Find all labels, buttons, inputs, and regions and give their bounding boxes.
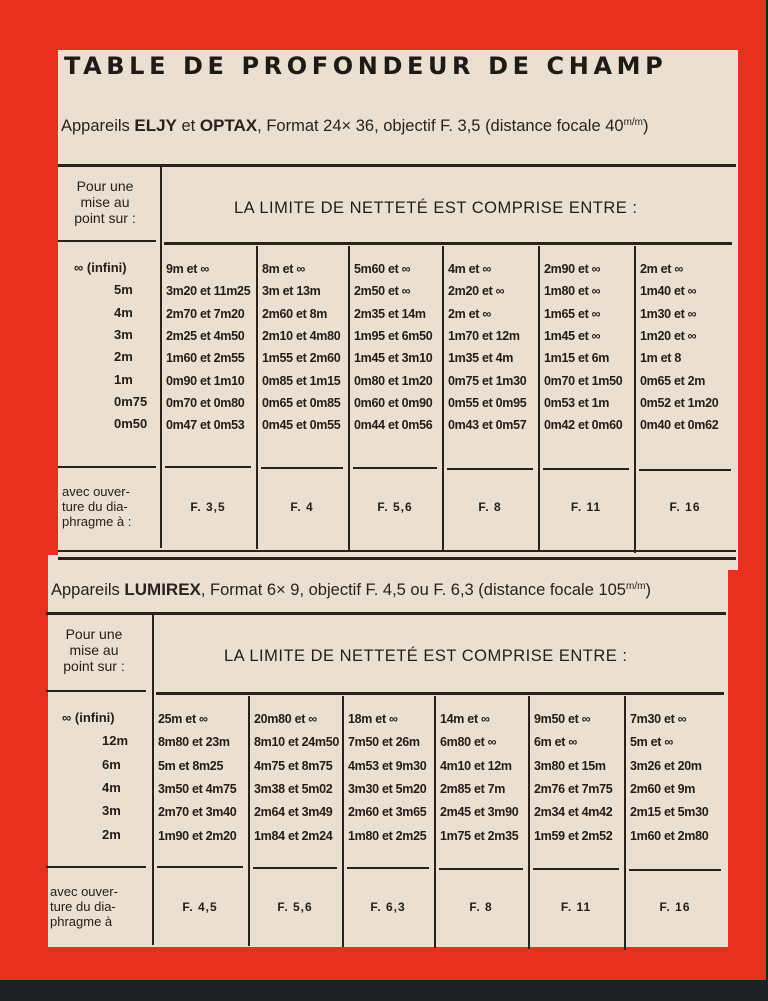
depth-of-field-cell: 1m40 et ∞ <box>640 284 697 299</box>
aperture-label-line: phragme à <box>50 914 113 929</box>
focus-distance-label: 12m <box>102 733 129 749</box>
depth-of-field-cell: 5m et ∞ <box>630 735 673 750</box>
rule-main-header <box>164 242 732 245</box>
rule-footer-col <box>533 868 619 870</box>
depth-of-field-cell: 7m50 et 26m <box>348 735 420 750</box>
depth-of-field-cell: 0m42 et 0m60 <box>544 418 623 433</box>
depth-of-field-cell: 0m70 et 1m50 <box>544 373 623 388</box>
depth-of-field-cell: 2m25 et 4m50 <box>166 328 245 343</box>
focus-distance-label: 2m <box>102 826 121 842</box>
depth-of-field-cell: 0m40 et 0m62 <box>640 418 719 433</box>
depth-of-field-cell: 2m et ∞ <box>448 306 491 321</box>
focus-column-header <box>46 626 142 674</box>
depth-of-field-cell: 3m30 et 5m20 <box>348 781 427 796</box>
depth-of-field-cell: 3m50 et 4m75 <box>158 781 237 796</box>
depth-of-field-cell: 1m70 et 12m <box>448 328 520 343</box>
focus-header-line: mise au <box>69 642 119 658</box>
section-1-subtitle: Appareils ELJY et OPTAX, Format 24× 36, objectif F. 3,5 (distance focale $40^{m/m}$) <box>61 116 649 135</box>
depth-of-field-cell: 2m70 et 7m20 <box>166 306 245 321</box>
focus-header-line: mise au <box>80 194 130 210</box>
depth-of-field-cell: 3m et 13m <box>262 284 321 299</box>
depth-of-field-cell: 1m75 et 2m35 <box>440 828 519 843</box>
focus-header-line: point sur : <box>74 210 136 226</box>
rule-footer-col <box>253 867 337 869</box>
depth-of-field-cell: 0m47 et 0m53 <box>166 418 245 433</box>
depth-of-field-cell: 4m75 et 8m75 <box>254 758 333 773</box>
aperture-value: F. 8 <box>469 900 493 914</box>
depth-of-field-cell: 1m35 et 4m <box>448 351 514 366</box>
depth-of-field-cell: 1m20 et ∞ <box>640 328 697 343</box>
depth-of-field-cell: 2m60 et 9m <box>630 781 696 796</box>
rule-footer-col <box>439 868 523 870</box>
depth-of-field-cell: 0m65 et 2m <box>640 373 706 388</box>
unit-mm: m/m <box>623 117 644 128</box>
depth-of-field-cell: 6m et ∞ <box>534 735 577 750</box>
depth-of-field-cell: 2m50 et ∞ <box>354 284 411 299</box>
section-2-subtitle: Appareils LUMIREX, Format 6× 9, objectif F. 4,5 ou F. 6,3 (distance focale $105^{m/m}$) <box>51 580 651 599</box>
depth-of-field-cell: 1m60 et 2m55 <box>166 351 245 366</box>
depth-of-field-cell: 0m55 et 0m95 <box>448 395 527 410</box>
depth-of-field-cell: 2m60 et 3m65 <box>348 805 427 820</box>
aperture-label-line: ture du dia- <box>62 499 128 514</box>
depth-of-field-cell: 1m30 et ∞ <box>640 306 697 321</box>
depth-of-field-cell: 1m45 et ∞ <box>544 328 601 343</box>
depth-of-field-cell: 0m70 et 0m80 <box>166 395 245 410</box>
sharpness-limit-header: LA LIMITE DE NETTETÉ EST COMPRISE ENTRE : <box>224 647 628 665</box>
depth-of-field-cell: 3m38 et 5m02 <box>254 781 333 796</box>
depth-of-field-cell: 1m55 et 2m60 <box>262 351 341 366</box>
aperture-row-label <box>62 484 152 529</box>
depth-of-field-cell: 2m70 et 3m40 <box>158 805 237 820</box>
aperture-value: F. 6,3 <box>370 900 406 914</box>
rule-footer-col <box>629 869 721 871</box>
depth-of-field-cell: 2m10 et 4m80 <box>262 328 341 343</box>
focus-distance-label: 1m <box>114 371 133 387</box>
focus-distance-label: ∞ (infini) <box>74 260 127 275</box>
depth-of-field-cell: 0m85 et 1m15 <box>262 373 341 388</box>
aperture-label-line: phragme à : <box>62 514 132 529</box>
focus-distance-label: 3m <box>102 803 121 819</box>
depth-of-field-cell: 8m80 et 23m <box>158 735 230 750</box>
rule-footer-col <box>447 468 533 470</box>
focus-header-line: Pour une <box>76 178 134 194</box>
focus-distance-label: 3m <box>114 326 133 342</box>
depth-of-field-cell: 9m50 et ∞ <box>534 712 591 726</box>
depth-of-field-cell: 4m10 et 12m <box>440 758 512 773</box>
focus-column-header <box>58 178 152 226</box>
depth-of-field-cell: 5m et 8m25 <box>158 758 224 773</box>
depth-of-field-cell: 3m26 et 20m <box>630 758 702 773</box>
depth-of-field-cell: 0m60 et 0m90 <box>354 395 433 410</box>
page-title: TABLE DE PROFONDEUR DE CHAMP <box>64 52 668 80</box>
rule-double-2 <box>58 557 736 560</box>
rule-vertical-main <box>160 167 162 548</box>
depth-of-field-cell: 1m80 et ∞ <box>544 284 601 299</box>
depth-of-field-cell: 2m et ∞ <box>640 262 683 276</box>
depth-of-field-cell: 2m85 et 7m <box>440 781 506 796</box>
depth-of-field-cell: 1m45 et 3m10 <box>354 351 433 366</box>
depth-of-field-cell: 8m et ∞ <box>262 262 305 276</box>
rule-footer-col <box>353 467 437 469</box>
depth-of-field-cell: 0m75 et 1m30 <box>448 373 527 388</box>
depth-of-field-cell: 0m43 et 0m57 <box>448 418 527 433</box>
depth-of-field-cell: 2m45 et 3m90 <box>440 805 519 820</box>
depth-of-field-cell: 0m80 et 1m20 <box>354 373 433 388</box>
depth-of-field-cell: 1m84 et 2m24 <box>254 828 333 843</box>
aperture-label-line: avec ouver- <box>62 484 130 499</box>
focus-header-line: point sur : <box>63 658 125 674</box>
aperture-value: F. 5,6 <box>277 900 313 914</box>
depth-of-field-cell: 1m59 et 2m52 <box>534 828 613 843</box>
depth-of-field-cell: 0m90 et 1m10 <box>166 373 245 388</box>
depth-of-field-cell: 2m76 et 7m75 <box>534 781 613 796</box>
depth-of-field-cell: 9m et ∞ <box>166 262 209 276</box>
depth-of-field-cell: 4m53 et 9m30 <box>348 758 427 773</box>
depth-of-field-cell: 0m52 et 1m20 <box>640 395 719 410</box>
depth-of-field-cell: 2m60 et 8m <box>262 306 328 321</box>
aperture-value: F. 5,6 <box>377 500 413 514</box>
depth-of-field-cell: 2m64 et 3m49 <box>254 805 333 820</box>
rule-footer-left <box>46 866 146 868</box>
rule-top <box>46 612 726 615</box>
depth-of-field-cell: 2m35 et 14m <box>354 306 426 321</box>
depth-of-field-cell: 7m30 et ∞ <box>630 712 687 726</box>
focus-distance-label: 6m <box>102 756 121 772</box>
depth-of-field-cell: 2m15 et 5m30 <box>630 805 709 820</box>
rule-main-header <box>156 692 724 695</box>
aperture-label-line: avec ouver- <box>50 884 118 899</box>
depth-of-field-cell: 1m80 et 2m25 <box>348 828 427 843</box>
focus-header-line: Pour une <box>65 626 123 642</box>
focus-distance-label: 4m <box>114 304 133 320</box>
aperture-value: F. 4,5 <box>182 900 218 914</box>
aperture-label-line: ture du dia- <box>50 899 116 914</box>
rule-footer-col <box>165 466 251 468</box>
aperture-value: F. 8 <box>478 500 502 514</box>
depth-of-field-cell: 6m80 et ∞ <box>440 735 497 750</box>
depth-of-field-cell: 14m et ∞ <box>440 712 490 726</box>
focus-distance-label: 2m <box>114 349 133 365</box>
depth-of-field-cell: 1m15 et 6m <box>544 351 610 366</box>
rule-footer-col <box>157 866 243 868</box>
depth-of-field-cell: 2m90 et ∞ <box>544 262 601 276</box>
depth-of-field-cell: 8m10 et 24m50 <box>254 735 340 750</box>
depth-of-field-cell: 0m65 et 0m85 <box>262 395 341 410</box>
rule-footer-col <box>639 469 731 471</box>
depth-of-field-cell: 5m60 et ∞ <box>354 262 411 276</box>
rule-footer-col <box>543 468 629 470</box>
aperture-value: F. 11 <box>570 500 602 514</box>
focus-distance-label: 5m <box>114 282 133 298</box>
depth-of-field-cell: 1m95 et 6m50 <box>354 328 433 343</box>
rule-left-header <box>58 240 156 242</box>
aperture-row-label <box>50 884 142 929</box>
depth-of-field-cell: 2m20 et ∞ <box>448 284 505 299</box>
depth-of-field-cell: 1m60 et 2m80 <box>630 828 709 843</box>
sharpness-limit-header: LA LIMITE DE NETTETÉ EST COMPRISE ENTRE : <box>234 199 638 217</box>
depth-of-field-cell: 3m80 et 15m <box>534 758 606 773</box>
focus-distance-label: 0m50 <box>114 416 148 432</box>
aperture-value: F. 16 <box>669 500 701 514</box>
depth-of-field-cell: 1m65 et ∞ <box>544 306 601 321</box>
depth-of-field-cell: 20m80 et ∞ <box>254 712 317 726</box>
depth-of-field-cell: 2m34 et 4m42 <box>534 805 613 820</box>
unit-mm: m/m <box>625 581 646 592</box>
depth-of-field-cell: 3m20 et 11m25 <box>166 284 251 299</box>
focus-distance-label: 0m75 <box>114 393 148 409</box>
brand-lumirex: LUMIREX <box>124 580 201 599</box>
depth-of-field-cell: 18m et ∞ <box>348 712 398 726</box>
focus-distance-label: 4m <box>102 779 121 795</box>
brand-optax: OPTAX <box>199 116 258 135</box>
depth-of-field-cell: 0m45 et 0m55 <box>262 418 341 433</box>
rule-footer-col <box>261 467 343 469</box>
aperture-value: F. 3,5 <box>190 500 226 514</box>
rule-left-header <box>46 690 146 692</box>
aperture-value: F. 11 <box>560 900 592 914</box>
depth-of-field-cell: 0m53 et 1m <box>544 395 610 410</box>
rule-footer-left <box>58 466 156 468</box>
depth-of-field-cell: 0m44 et 0m56 <box>354 418 433 433</box>
aperture-value: F. 16 <box>659 900 691 914</box>
focus-distance-label: ∞ (infini) <box>62 710 115 725</box>
brand-eljy: ELJY <box>134 116 177 135</box>
depth-of-field-cell: 1m90 et 2m20 <box>158 828 237 843</box>
rule-vertical-main <box>152 615 154 945</box>
depth-of-field-cell: 4m et ∞ <box>448 262 491 276</box>
aperture-value: F. 4 <box>290 500 314 514</box>
rule-footer-col <box>347 867 429 869</box>
depth-of-field-cell: 1m et 8 <box>640 351 681 366</box>
depth-of-field-cell: 25m et ∞ <box>158 712 208 726</box>
